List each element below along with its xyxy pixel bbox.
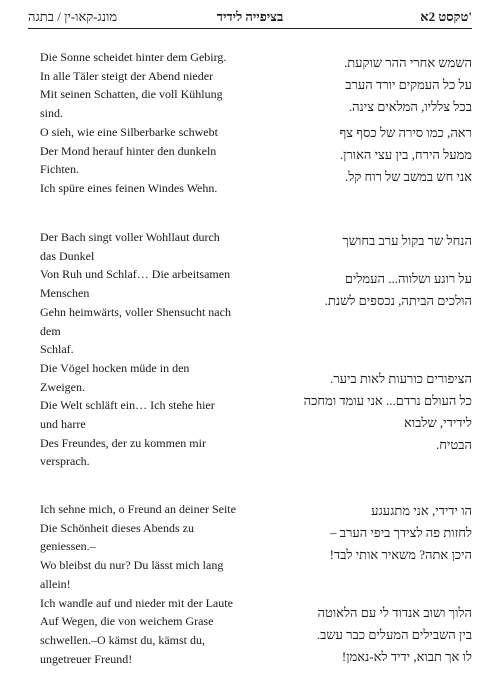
hebrew-line: השמש אחרי ההר שוקעת.	[344, 55, 472, 70]
german-line: das Dunkel	[40, 248, 95, 263]
german-line: schwellen.–O kämst du, kämst du,	[40, 632, 205, 647]
hebrew-stanza-1	[272, 52, 472, 118]
german-line: Die Vögel hocken müde in den	[40, 360, 190, 375]
hebrew-stanza-2	[272, 122, 472, 188]
hebrew-line: הלוך ושוב אנדוד לי עם הלאוטה	[317, 605, 472, 620]
german-stanza-1	[40, 48, 260, 198]
german-line: und harre	[40, 417, 86, 432]
author-translator: מונג-קאו-ין / בתגה	[28, 9, 118, 24]
german-line: Der Bach singt voller Wohllaut durch	[40, 230, 220, 244]
hebrew-line: הולכים הביתה, נכספים לשנת.	[324, 293, 472, 308]
german-line: Auf Wegen, die von weichem Grase	[40, 614, 214, 629]
hebrew-line: בכל צלליו, המלאים צינה.	[348, 99, 472, 114]
german-line: In alle Täler steigt der Abend nieder	[40, 68, 214, 83]
hebrew-line: לידידי, שלבוא	[404, 415, 472, 430]
german-line: Ich spüre eines feinen Windes Wehn.	[40, 180, 218, 195]
german-line: sind.	[40, 106, 64, 121]
poem-title: בציפייה לידיד	[216, 9, 284, 24]
german-line: dem	[40, 323, 61, 338]
text-label: טקסט 2א'	[420, 9, 472, 24]
hebrew-stanza-5	[272, 368, 472, 456]
german-line: Fichten.	[40, 162, 79, 177]
german-line: ungetreuer Freund!	[40, 651, 133, 666]
hebrew-line: הבטיח.	[436, 437, 472, 452]
german-line: Ich wandle auf und nieder mit der Laute	[40, 595, 233, 610]
german-line: Mit seinen Schatten, die voll Kühlung	[40, 87, 223, 102]
hebrew-line: הנחל שר בקול ערב בחושך	[342, 233, 472, 248]
german-line: Die Schönheit dieses Abends zu	[40, 520, 194, 535]
german-line: versprach.	[40, 454, 90, 469]
hebrew-line: הציפורים כורעות לאות ביער.	[330, 371, 472, 386]
hebrew-stanza-7	[272, 602, 472, 668]
hebrew-line: לחזות פה לצידך ביפי הערב –	[329, 525, 472, 540]
german-line: Gehn heimwärts, voller Shensucht nach	[40, 304, 231, 319]
german-line: Ich sehne mich, o Freund an deiner Seite	[40, 502, 236, 516]
hebrew-line: ראה, כמו סירה של כסף צף	[339, 125, 472, 140]
hebrew-line: היכן אתה? משאיר אותי לבד!	[329, 547, 472, 562]
german-line: Die Sonne scheidet hinter dem Gebirg.	[40, 50, 227, 64]
german-line: Zweigen.	[40, 379, 85, 394]
hebrew-line: הו ידידי, אני מתגעגע	[371, 503, 472, 518]
hebrew-line: על כל העמקים יורד הערב	[345, 77, 472, 92]
german-line: Des Freundes, der zu kommen mir	[40, 435, 206, 450]
german-stanza-3	[40, 500, 260, 668]
german-line: Wo bleibst du nur? Du lässt mich lang	[40, 558, 224, 573]
hebrew-line: כל העולם נרדם... אני עומד ומחכה	[303, 393, 472, 408]
page-header	[28, 8, 472, 29]
german-line: O sieh, wie eine Silberbarke schwebt	[40, 124, 218, 139]
german-stanza-2	[40, 228, 260, 471]
hebrew-line: לו אך תבוא, ידיד לא-נאמן!	[341, 649, 472, 664]
hebrew-line: אני חש במשב של רוח קל.	[344, 169, 472, 184]
german-line: Von Ruh und Schlaf… Die arbeitsamen	[40, 267, 231, 282]
hebrew-stanza-6	[272, 500, 472, 566]
german-line: Menschen	[40, 286, 90, 301]
german-line: geniessen.–	[40, 539, 96, 554]
hebrew-line: ממעל הירח, בין עצי האורן.	[339, 147, 472, 162]
hebrew-stanza-3	[272, 230, 472, 252]
hebrew-stanza-4	[272, 268, 472, 312]
hebrew-line: בין השבילים המעלים כבר עשב.	[316, 627, 472, 642]
german-line: allein!	[40, 576, 71, 591]
hebrew-line: על רוגע ושלווה... העמלים	[344, 271, 472, 286]
german-line: Schlaf.	[40, 342, 74, 357]
german-line: Die Welt schläft ein… Ich stehe hier	[40, 398, 215, 413]
german-line: Der Mond herauf hinter den dunkeln	[40, 143, 217, 158]
